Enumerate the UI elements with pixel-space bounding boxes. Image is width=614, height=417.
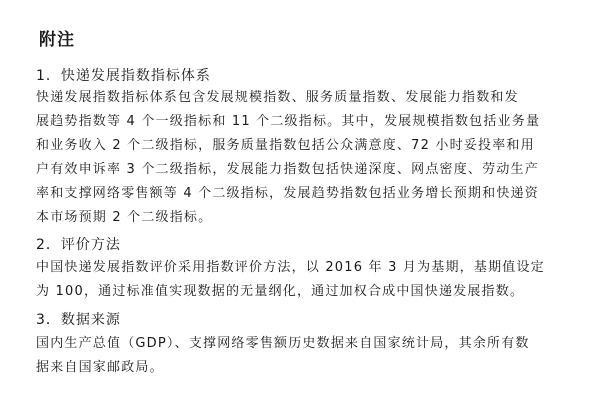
section-body-3 [36,332,584,380]
text-line: 快递发展指数指标体系包含发展规模指数、服务质量指数、发展能力指数和发 [36,90,519,105]
text-line: 中国快递发展指数评价采用指数评价方法，以 2016 年 3 月为基期，基期值设定 [36,260,545,275]
text-line: 率和支撑网络零售额等 4 个二级指标，发展趋势指数包括业务增长预期和快递资 [36,186,539,201]
text-line: 展趋势指数等 4 个一级指标和 11 个二级指标。其中，发展规模指数包括业务量 [36,114,541,129]
text-line: 据来自国家邮政局。 [36,360,164,375]
section-heading-3: 3．数据来源 [36,312,121,328]
text-line: 为 100，通过标准值实现数据的无量纲化，通过加权合成中国快递发展指数。 [36,284,525,299]
section-body-2 [36,256,584,304]
doc-title: 附注 [39,30,75,50]
text-line: 本市场预期 2 个二级指标。 [36,210,213,225]
text-line: 户有效申诉率 3 个二级指标，发展能力指数包括快递深度、网点密度、劳动生产 [36,162,539,177]
section-heading-1: 1．快递发展指数指标体系 [36,68,211,84]
section-heading-2: 2．评价方法 [36,237,121,253]
text-line: 和业务收入 2 个二级指标，服务质量指数包括公众满意度、72 小时妥投率和用 [36,138,535,153]
text-line: 国内生产总值（GDP）、支撑网络零售额历史数据来自国家统计局，其余所有数 [36,336,530,351]
section-body-1 [36,86,584,230]
